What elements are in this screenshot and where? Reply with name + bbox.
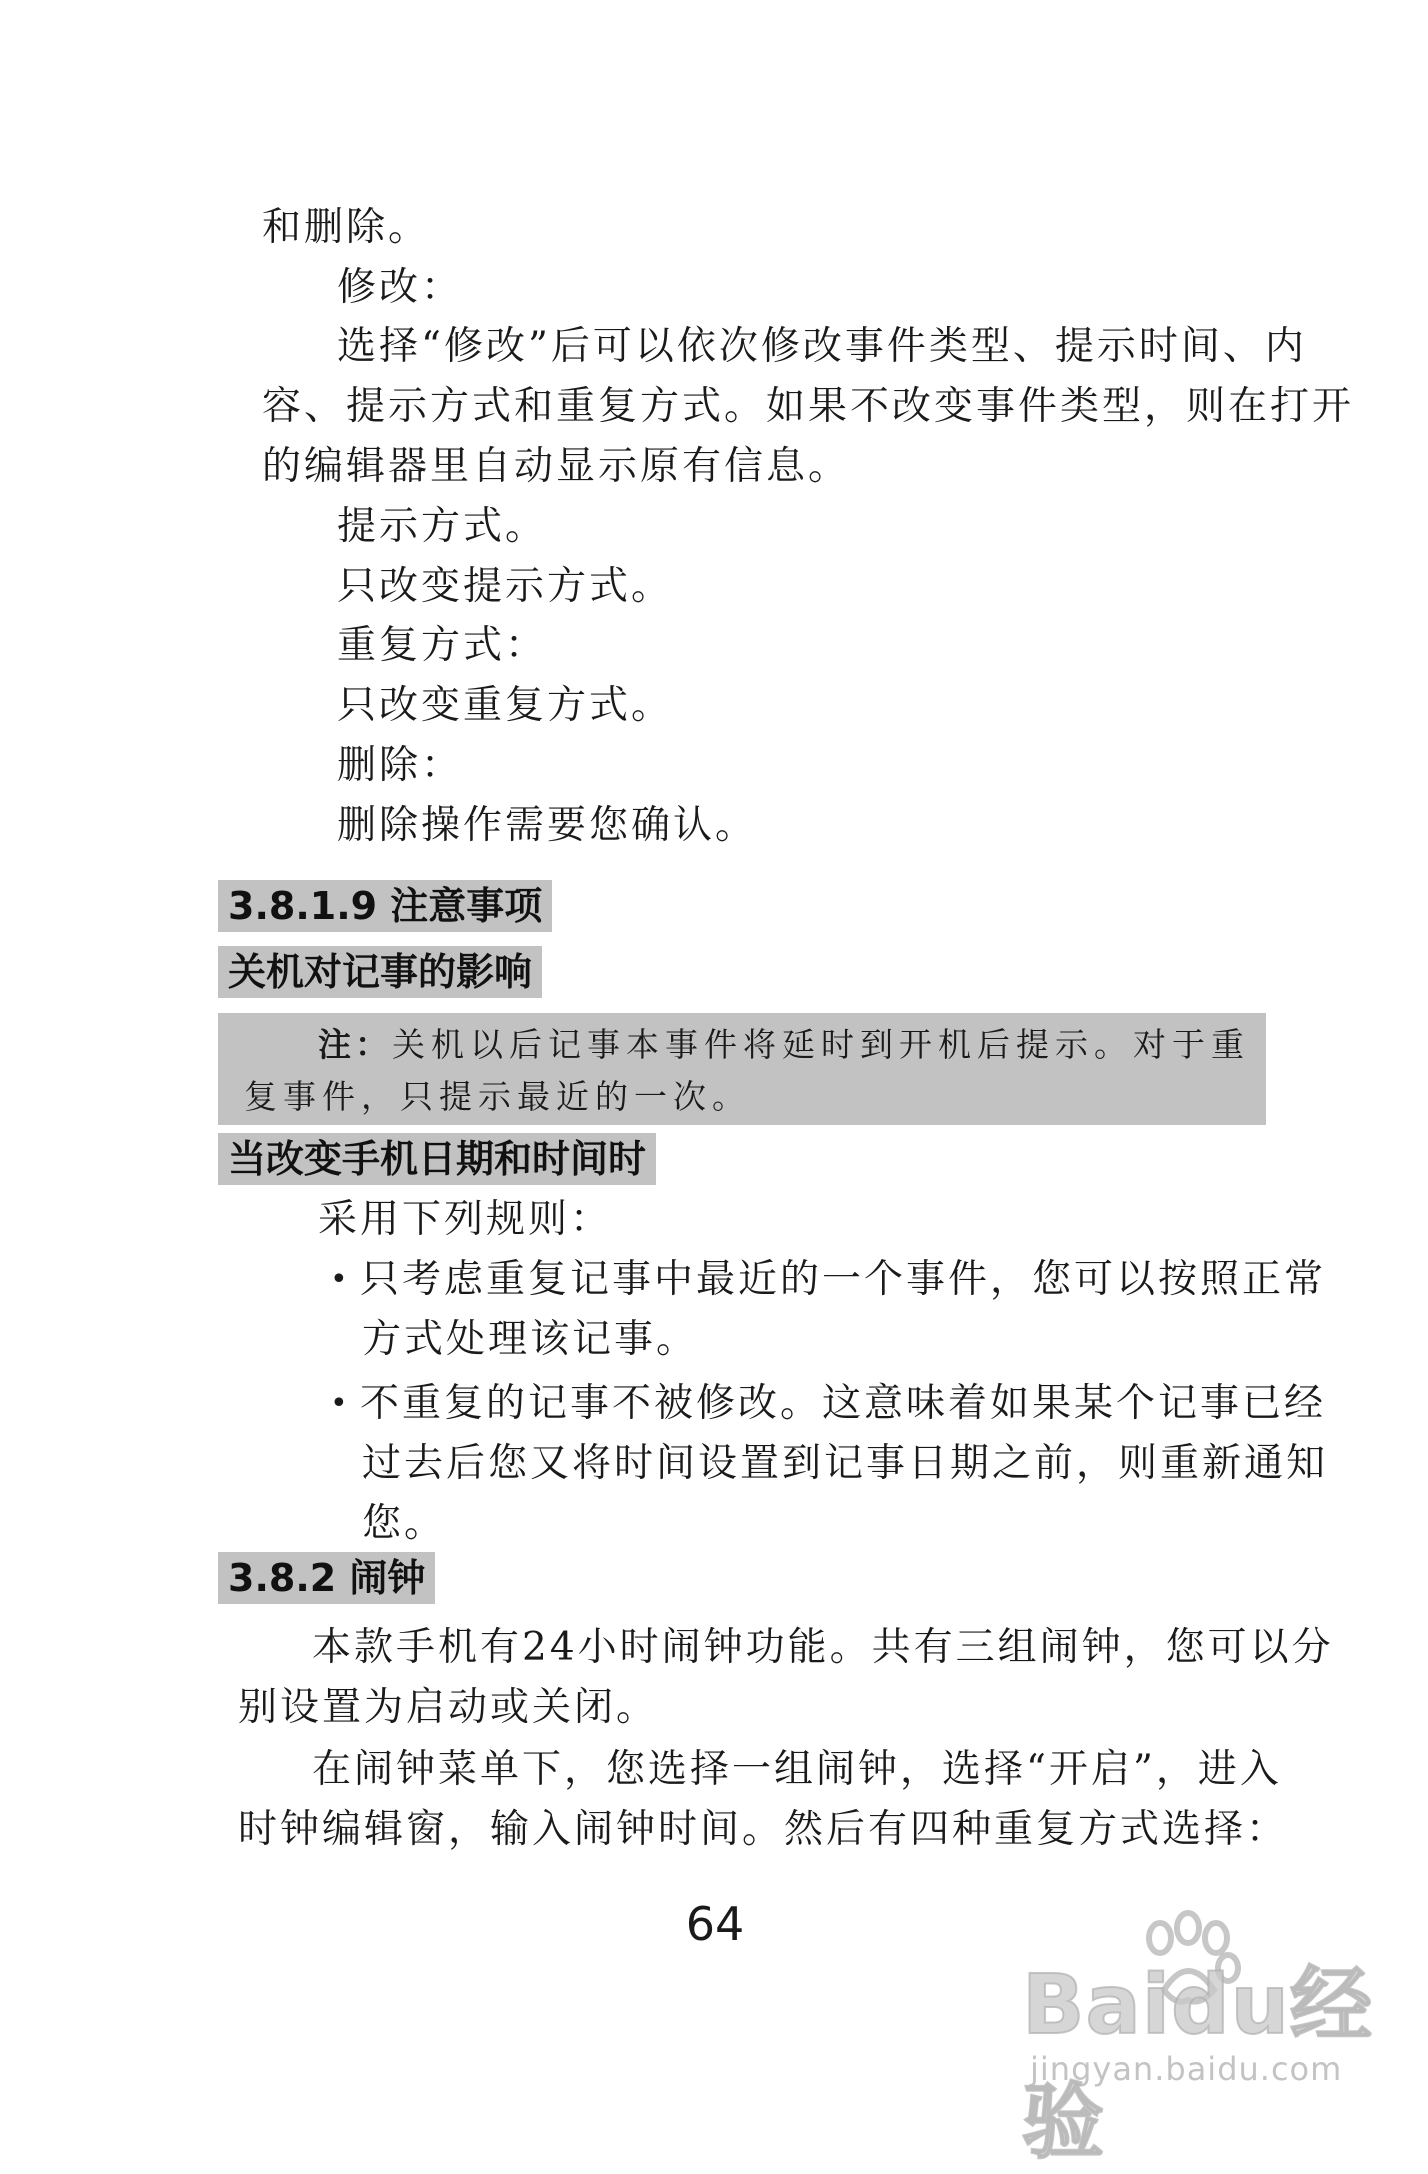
text-line: 时钟编辑窗，输入闹钟时间。然后有四种重复方式选择：	[238, 1807, 1289, 1852]
bullet-dot: •	[330, 1262, 348, 1297]
subheading-repeat-mode: 重复方式：	[337, 623, 548, 668]
section-heading-notes: 3.8.1.9 注意事项	[218, 880, 552, 932]
subheading-modify: 修改：	[337, 265, 464, 310]
bullet-text: 只考虑重复记事中最近的一个事件，您可以按照正常	[360, 1257, 1327, 1302]
subheading-delete: 删除：	[337, 743, 464, 788]
baidu-watermark	[1010, 1910, 1390, 2170]
text-line: 选择“修改”后可以依次修改事件类型、提示时间、内	[337, 324, 1307, 369]
text-line: 和删除。	[262, 205, 431, 250]
text-line: 删除操作需要您确认。	[337, 803, 758, 848]
bullet-text: 您。	[362, 1501, 447, 1546]
subheading-reminder-mode: 提示方式。	[337, 504, 548, 549]
note-box	[218, 1013, 1266, 1125]
text-line: 的编辑器里自动显示原有信息。	[262, 444, 851, 489]
bullet-text: 过去后您又将时间设置到记事日期之前，则重新通知	[362, 1441, 1329, 1486]
text-line: 在闹钟菜单下，您选择一组闹钟，选择“开启”，进入	[312, 1747, 1282, 1792]
watermark-url: jingyan.baidu.com	[1030, 2050, 1343, 2088]
bullet-dot: •	[330, 1386, 348, 1421]
section-heading-alarm: 3.8.2 闹钟	[218, 1552, 435, 1604]
text-line: 只改变重复方式。	[337, 683, 674, 728]
text-line: 别设置为启动或关闭。	[238, 1685, 659, 1730]
note-label: 注：	[318, 1025, 392, 1064]
section-heading-change-datetime: 当改变手机日期和时间时	[218, 1133, 656, 1185]
page-number: 64	[685, 1897, 745, 1951]
bullet-text: 方式处理该记事。	[362, 1317, 699, 1362]
note-line	[318, 1023, 1250, 1067]
text-line: 只改变提示方式。	[337, 564, 674, 609]
bullet-text: 不重复的记事不被修改。这意味着如果某个记事已经	[360, 1381, 1327, 1426]
baidu-logo-text: Baidu经验	[1022, 1958, 1374, 2170]
rules-intro: 采用下列规则：	[318, 1197, 613, 1242]
text-line: 容、提示方式和重复方式。如果不改变事件类型，则在打开	[262, 384, 1355, 429]
note-text: 关机以后记事本事件将延时到开机后提示。对于重	[392, 1025, 1250, 1064]
text-line: 本款手机有24小时闹钟功能。共有三组闹钟，您可以分	[312, 1625, 1334, 1670]
note-line: 复事件，只提示最近的一次。	[244, 1077, 751, 1116]
section-heading-shutdown-effect: 关机对记事的影响	[218, 946, 542, 998]
